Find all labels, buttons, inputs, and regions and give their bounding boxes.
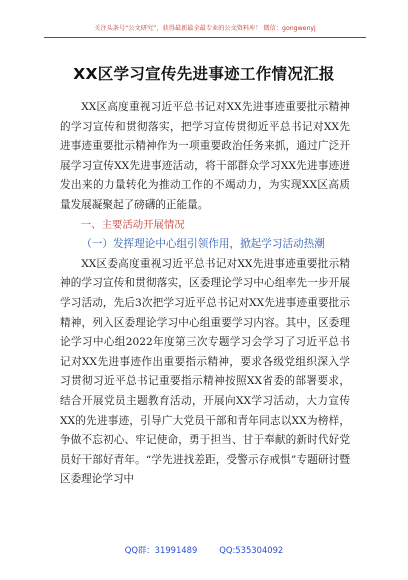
subsection-paragraph: XX区委高度重视习近平总书记对XX先进事迹重要批示精神的学习宣传和贯彻落实，区委理论学习中心组率先一步开展学习活动，先后3次把学习近平总书记对XX先进事迹重要批示精神，列入区委理论学习中心组重要学习内容。其中，区委理论学习中心组2022年度第三次专题学习会学习了习近平总书记对XX先进事迹作出重要指示精神，要求各级党组织深入学习贯彻习近平总书记重要指示精神按照XX省委的部署要求，结合开展党员主题教育活动，开展向XX学习活动，大力宣传XX的先进事迹，引导广大党员干部和青年同志以XX为榜样，争做不忘初心、牢记使命，勇于担当、甘于奉献的新时代好党员好干部好青年。“学先进找差距，受警示存戒惧”专题研讨暨区委理论学习中 xyxy=(60,257,350,486)
document-body xyxy=(60,98,350,490)
section-heading: 一、主要活动开展情况 xyxy=(80,218,185,231)
intro-paragraph: XX区高度重视习近平总书记对XX先进事迹重要批示精神的学习宣传和贯彻落实，把学习宣传贯彻近平总书记对XX先进事迹重要批示精神作为一项重要政治任务来抓，通过广泛开展学习宣传XX先进事迹活动，将干部群众学习XX先进事迹迸发出来的力量转化为推动工作的不竭动力，为实现XX区高质量发展凝聚起了磅礴的正能量。 xyxy=(60,101,350,211)
page-footer xyxy=(0,544,408,556)
header-banner: 关注头条号“公文研究”，获得最新最全最专业的公文资料库！ 微信：gongwenyj xyxy=(44,22,366,38)
subsection-heading: （一）发挥理论中心组引领作用，掀起学习活动热潮 xyxy=(81,238,325,251)
qq-group-text: QQ群：31991489 xyxy=(124,545,198,555)
qq-text: QQ:535304092 xyxy=(219,545,284,555)
document-title: XX区学习宣传先进事迹工作情况汇报 xyxy=(73,65,335,83)
